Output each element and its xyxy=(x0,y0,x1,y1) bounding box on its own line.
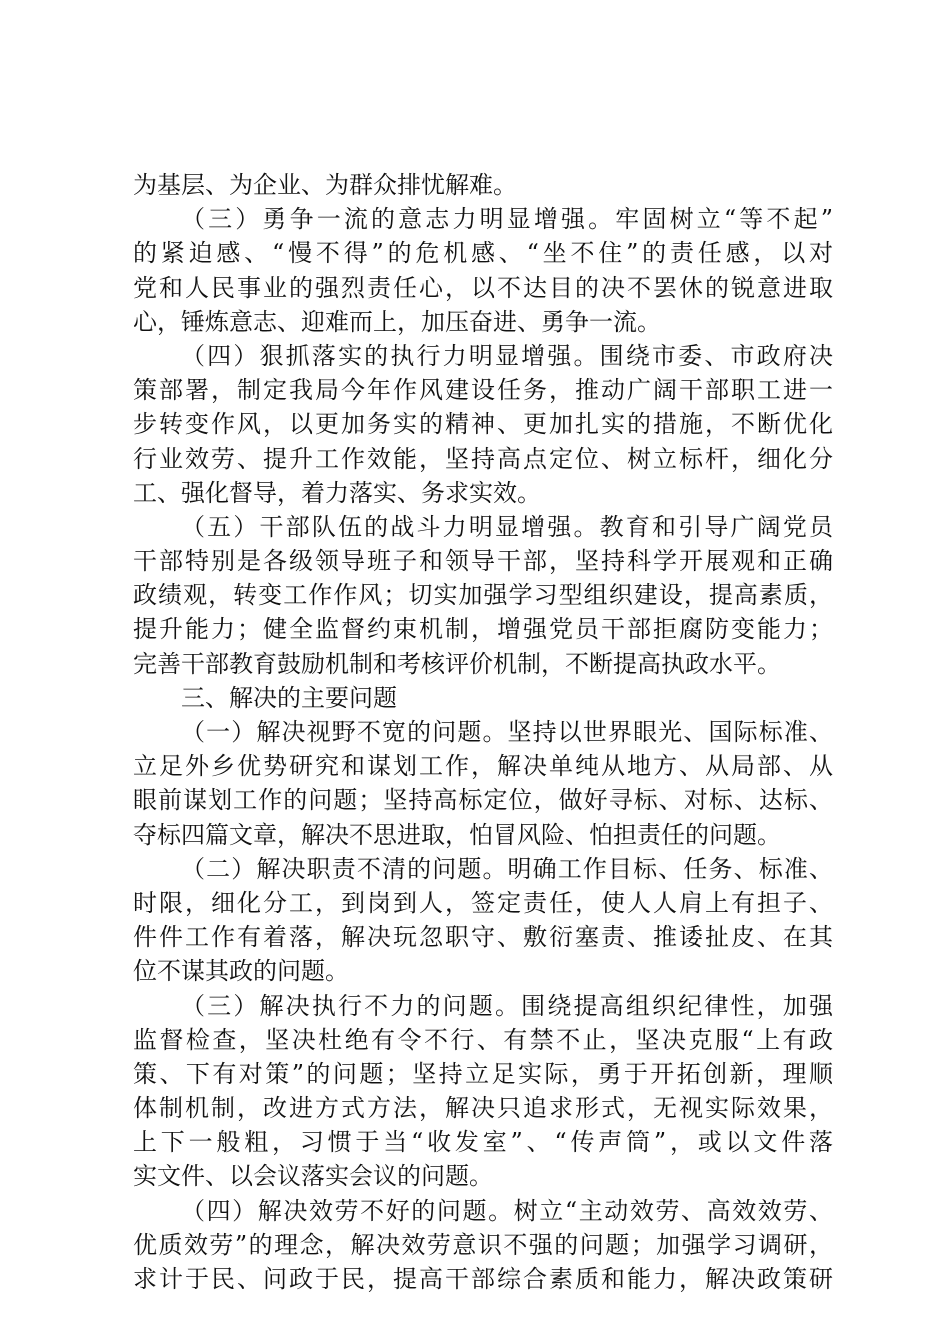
text-line: 党和人民事业的强烈责任心，以不达目的决不罢休的锐意进取 xyxy=(133,273,833,302)
text-line: 监督检查，坚决杜绝有令不行、有禁不止，坚决克服“上有政 xyxy=(133,1025,833,1054)
paragraph xyxy=(133,1194,833,1297)
paragraph xyxy=(133,989,833,1194)
text-line: 件件工作有着落，解决玩忽职守、敷衍塞责、推诿扯皮、在其 xyxy=(133,923,833,952)
text-line: 策、下有对策”的问题；坚持立足实际，勇于开拓创新，理顺 xyxy=(133,1059,833,1088)
text-line: 眼前谋划工作的问题；坚持高标定位，做好寻标、对标、达标、 xyxy=(133,786,833,815)
text-line: 行业效劳、提升工作效能，坚持高点定位、树立标杆，细化分 xyxy=(133,444,833,473)
text-line: 完善干部教育鼓励机制和考核评价机制，不断提高执政水平。 xyxy=(133,649,781,678)
text-line: （三）解决执行不力的问题。围绕提高组织纪律性，加强 xyxy=(181,991,833,1020)
text-line: （一）解决视野不宽的问题。坚持以世界眼光、国际标准、 xyxy=(181,718,833,746)
text-line: 立足外乡优势研究和谋划工作，解决单纯从地方、从局部、从 xyxy=(133,752,833,781)
text-line: 为基层、为企业、为群众排忧解难。 xyxy=(133,171,517,199)
text-line: 步转变作风，以更加务实的精神、更加扎实的措施，不断优化 xyxy=(133,410,833,439)
paragraph xyxy=(133,715,833,852)
text-line: 政绩观，转变工作作风；切实加强学习型组织建设，提高素质， xyxy=(133,581,833,610)
text-line: 的紧迫感、“慢不得”的危机感、“坐不住”的责任感，以对 xyxy=(133,239,833,268)
text-line: （四）狠抓落实的执行力明显增强。围绕市委、市政府决 xyxy=(181,341,833,370)
text-line: 实文件、以会议落实会议的问题。 xyxy=(133,1162,493,1191)
paragraph xyxy=(133,852,833,989)
text-line: 工、强化督导，着力落实、务求实效。 xyxy=(133,478,541,507)
text-line: 体制机制，改进方式方法，解决只追求形式，无视实际效果， xyxy=(133,1094,833,1123)
paragraph xyxy=(133,510,833,681)
text-line: （五）干部队伍的战斗力明显增强。教育和引导广阔党员 xyxy=(181,512,833,541)
document-page xyxy=(133,168,833,1296)
paragraph xyxy=(133,168,833,202)
text-line: 求计于民、问政于民，提高干部综合素质和能力，解决政策研 xyxy=(133,1265,833,1293)
text-line: 心，锤炼意志、迎难而上，加压奋进、勇争一流。 xyxy=(133,307,661,336)
paragraph xyxy=(133,202,833,339)
paragraph xyxy=(133,339,833,510)
text-line: 位不谋其政的问题。 xyxy=(133,957,349,986)
text-line: 干部特别是各级领导班子和领导干部，坚持科学开展观和正确 xyxy=(133,547,833,576)
text-line: 时限，细化分工，到岗到人，签定责任，使人人肩上有担子、 xyxy=(133,888,833,917)
text-line: （三）勇争一流的意志力明显增强。牢固树立“等不起” xyxy=(181,205,833,234)
text-line: 三、解决的主要问题 xyxy=(181,683,397,712)
text-line: （二）解决职责不清的问题。明确工作目标、任务、标准、 xyxy=(181,854,833,883)
text-line: 策部署，制定我局今年作风建设任务，推动广阔干部职工进一 xyxy=(133,376,833,405)
paragraph xyxy=(133,681,833,715)
text-line: 优质效劳”的理念，解决效劳意识不强的问题；加强学习调研， xyxy=(133,1230,833,1259)
text-line: 夺标四篇文章，解决不思进取，怕冒风险、怕担责任的问题。 xyxy=(133,820,781,849)
text-line: 上下一般粗，习惯于当“收发室”、“传声筒”，或以文件落 xyxy=(133,1128,833,1157)
text-line: （四）解决效劳不好的问题。树立“主动效劳、高效效劳、 xyxy=(181,1196,833,1225)
text-line: 提升能力；健全监督约束机制，增强党员干部拒腐防变能力； xyxy=(133,615,833,644)
